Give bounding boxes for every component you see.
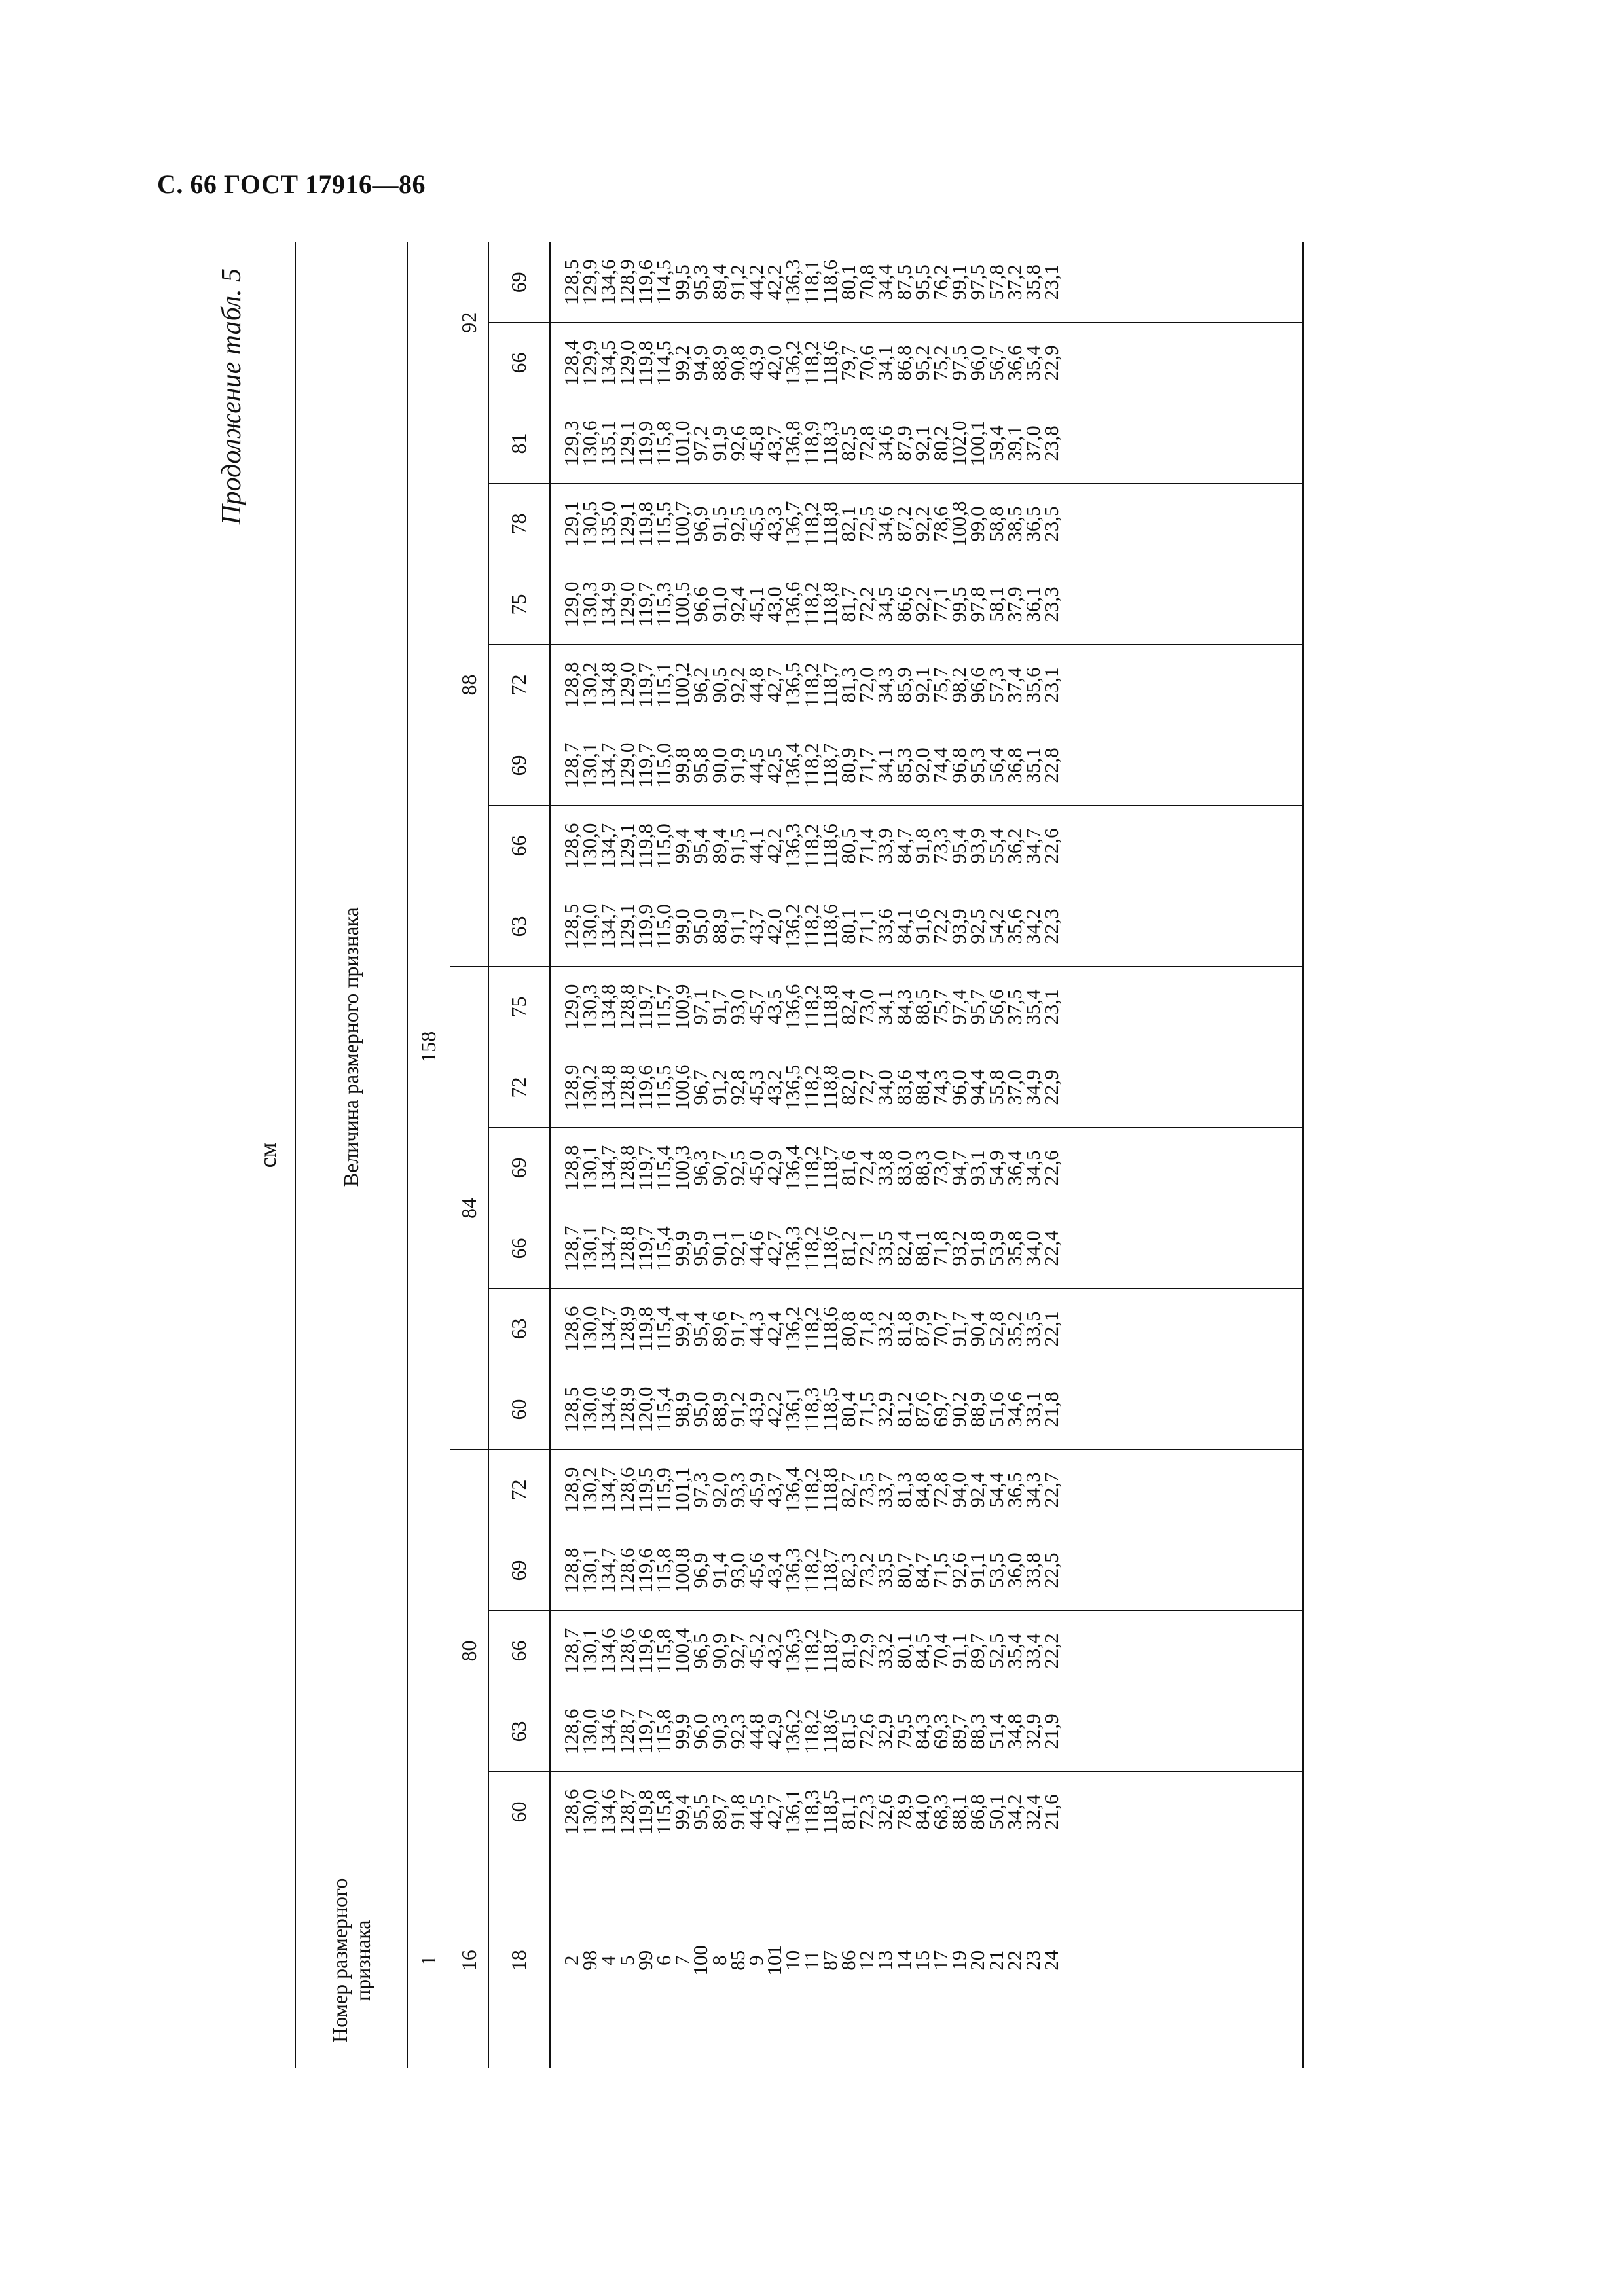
hip-header: 63 <box>489 1691 551 1772</box>
data-column: 128,9 130,2 134,8 128,8 119,6 115,5 100,6 96,7 91,2 92,8 45,3 43,2 136,5 118,2 118,8 82,0 72,7 34,0 83,6 88,4 74,3 96,0 94,4 55,8 37,0 34,9 22,9 <box>550 1047 1303 1128</box>
feature-number-column: 2 98 4 5 99 6 7 100 8 85 9 101 10 11 87 86 12 13 14 15 17 19 20 21 22 23 24 <box>550 1852 1303 2068</box>
row-label-1: 1 <box>408 1852 450 2068</box>
hip-header: 66 <box>489 806 551 886</box>
data-column: 128,5 129,9 134,6 128,9 119,6 114,5 99,5 95,3 89,4 91,2 44,2 42,2 136,3 118,1 118,6 80,1 70,8 34,4 87,5 95,5 76,2 99,1 97,5 57,8 37,2 35,8 23,1 <box>550 242 1303 323</box>
hip-header: 66 <box>489 1208 551 1289</box>
rotated-table-area <box>216 242 1467 2068</box>
data-column: 128,7 130,1 134,7 128,8 119,7 115,4 99,9 95,9 90,1 92,1 44,6 42,7 136,3 118,2 118,6 81,2 72,1 33,5 82,4 88,1 71,8 93,2 91,8 53,9 35,8 34,0 22,4 <box>550 1208 1303 1289</box>
data-column: 128,8 130,2 134,8 129,0 119,7 115,1 100,2 96,2 90,5 92,2 44,8 42,7 136,5 118,2 118,7 81,3 72,0 34,3 85,9 92,1 75,7 98,2 96,6 57,3 37,4 35,6 23,1 <box>550 645 1303 725</box>
hip-header: 75 <box>489 564 551 645</box>
chest-group-84: 84 <box>450 967 489 1450</box>
data-column: 128,8 130,1 134,7 128,6 119,6 115,8 100,8 96,9 91,4 93,0 45,6 43,4 136,3 118,2 118,7 82,3 73,2 33,5 80,7 84,7 71,5 92,6 91,1 53,5 36,0 33,8 22,5 <box>550 1530 1303 1611</box>
data-column: 128,6 130,0 134,6 128,7 119,7 115,8 99,9 96,0 90,3 92,3 44,8 42,9 136,2 118,2 118,6 81,5 72,6 32,9 79,5 84,3 69,3 89,7 88,3 51,4 34,8 32,9 21,9 <box>550 1691 1303 1772</box>
hip-header: 72 <box>489 645 551 725</box>
data-column: 128,6 130,0 134,7 129,1 119,8 115,0 99,4 95,4 89,4 91,5 44,1 42,2 136,3 118,2 118,6 80,5 71,4 33,9 84,7 91,8 73,3 95,4 93,9 55,4 36,2 34,7 22,6 <box>550 806 1303 886</box>
hip-header: 69 <box>489 1530 551 1611</box>
continuation-label: Продолжение табл. 5 <box>217 268 247 525</box>
header-feature-number: Номер размерного признака <box>295 1852 408 2068</box>
hip-header: 63 <box>489 886 551 967</box>
data-column: 128,8 130,1 134,7 128,8 119,7 115,4 100,3 96,3 90,7 92,5 45,0 42,9 136,4 118,2 118,7 81,6 72,4 33,8 83,0 88,3 73,0 94,7 93,1 54,9 36,4 34,5 22,6 <box>550 1128 1303 1208</box>
header-feature-value: Величина размерного признака <box>295 242 408 1852</box>
hip-header: 72 <box>489 1450 551 1530</box>
hip-header: 69 <box>489 725 551 806</box>
hip-header: 72 <box>489 1047 551 1128</box>
size-table <box>295 242 1304 2068</box>
data-column: 128,5 130,0 134,7 129,1 119,9 115,0 99,0 95,0 88,9 91,1 43,7 42,0 136,2 118,2 118,6 80,1 71,1 33,6 84,1 91,6 72,2 93,9 92,5 54,2 35,6 34,2 22,3 <box>550 886 1303 967</box>
data-column: 129,0 130,3 134,8 128,8 119,7 115,7 100,9 97,1 91,7 93,0 45,7 43,5 136,6 118,2 118,8 82,4 73,0 34,1 84,3 88,5 75,7 97,4 95,7 56,6 37,5 35,4 23,1 <box>550 967 1303 1047</box>
hip-header: 81 <box>489 403 551 484</box>
row-label-18: 18 <box>489 1852 551 2068</box>
hip-header: 66 <box>489 1611 551 1691</box>
height-group-header: 158 <box>408 242 450 1852</box>
hip-header: 60 <box>489 1369 551 1450</box>
hip-header: 69 <box>489 242 551 323</box>
hip-header: 75 <box>489 967 551 1047</box>
hip-header: 69 <box>489 1128 551 1208</box>
data-column: 128,7 130,1 134,6 128,6 119,6 115,8 100,4 96,5 90,9 92,7 45,2 43,2 136,3 118,2 118,7 81,9 72,9 33,2 80,1 84,5 70,4 91,1 89,7 52,5 35,4 33,4 22,2 <box>550 1611 1303 1691</box>
data-column: 129,1 130,5 135,0 129,1 119,8 115,5 100,7 96,9 91,5 92,5 45,5 43,3 136,7 118,2 118,8 82,1 72,5 34,6 87,2 92,2 78,6 100,8 99,0 58,8 38,5 36,5 23,5 <box>550 484 1303 564</box>
hip-header: 63 <box>489 1289 551 1369</box>
row-label-16: 16 <box>450 1852 489 2068</box>
hip-header: 66 <box>489 323 551 403</box>
page-header: С. 66 ГОСТ 17916—86 <box>157 170 426 199</box>
hip-header: 78 <box>489 484 551 564</box>
data-column: 128,7 130,1 134,7 129,0 119,7 115,0 99,8 95,8 90,0 91,9 44,5 42,5 136,4 118,2 118,7 80,9 71,7 34,1 85,3 92,0 74,4 96,8 95,3 56,4 36,8 35,1 22,8 <box>550 725 1303 806</box>
data-column: 128,9 130,2 134,7 128,6 119,5 115,9 101,1 97,3 92,0 93,3 45,9 43,7 136,4 118,2 118,8 82,7 73,5 33,7 81,3 84,8 72,8 94,0 92,4 54,4 36,5 34,3 22,7 <box>550 1450 1303 1530</box>
data-column: 128,5 130,0 134,6 128,9 120,0 115,4 98,9 95,0 88,9 91,2 43,9 42,2 136,1 118,3 118,5 80,4 71,5 32,9 81,2 87,6 69,7 90,2 88,9 51,6 34,6 33,1 21,8 <box>550 1369 1303 1450</box>
chest-group-80: 80 <box>450 1450 489 1852</box>
hip-header: 60 <box>489 1772 551 1852</box>
data-column: 129,3 130,6 135,1 129,1 119,9 115,8 101,0 97,2 91,9 92,6 45,8 43,7 136,8 118,9 118,3 82,5 72,8 34,6 87,9 92,1 80,2 102,0 100,1 59,4 39,1 37,0 23,8 <box>550 403 1303 484</box>
data-column: 128,6 130,0 134,6 128,7 119,8 115,8 99,4 95,5 89,7 91,8 44,5 42,7 136,1 118,3 118,5 81,1 72,3 32,6 78,9 84,0 68,3 88,1 86,8 50,1 34,2 32,4 21,6 <box>550 1772 1303 1852</box>
chest-group-92: 92 <box>450 242 489 403</box>
data-column: 128,4 129,9 134,5 129,0 119,8 114,5 99,2 94,9 88,9 90,8 43,9 42,0 136,2 118,2 118,6 79,7 70,6 34,1 86,8 95,2 75,2 97,5 96,0 56,7 36,6 35,4 22,9 <box>550 323 1303 403</box>
data-column: 129,0 130,3 134,9 129,0 119,7 115,3 100,5 96,6 91,0 92,4 45,1 43,0 136,6 118,2 118,8 81,7 72,2 34,5 86,6 92,2 77,1 99,5 97,8 58,1 37,9 36,1 23,3 <box>550 564 1303 645</box>
unit-label: см <box>255 1142 281 1168</box>
data-column: 128,6 130,0 134,7 128,9 119,8 115,4 99,4 95,4 89,6 91,7 44,3 42,4 136,2 118,2 118,6 80,8 71,8 33,2 81,8 87,9 70,7 91,7 90,4 52,8 35,2 33,5 22,1 <box>550 1289 1303 1369</box>
chest-group-88: 88 <box>450 403 489 967</box>
